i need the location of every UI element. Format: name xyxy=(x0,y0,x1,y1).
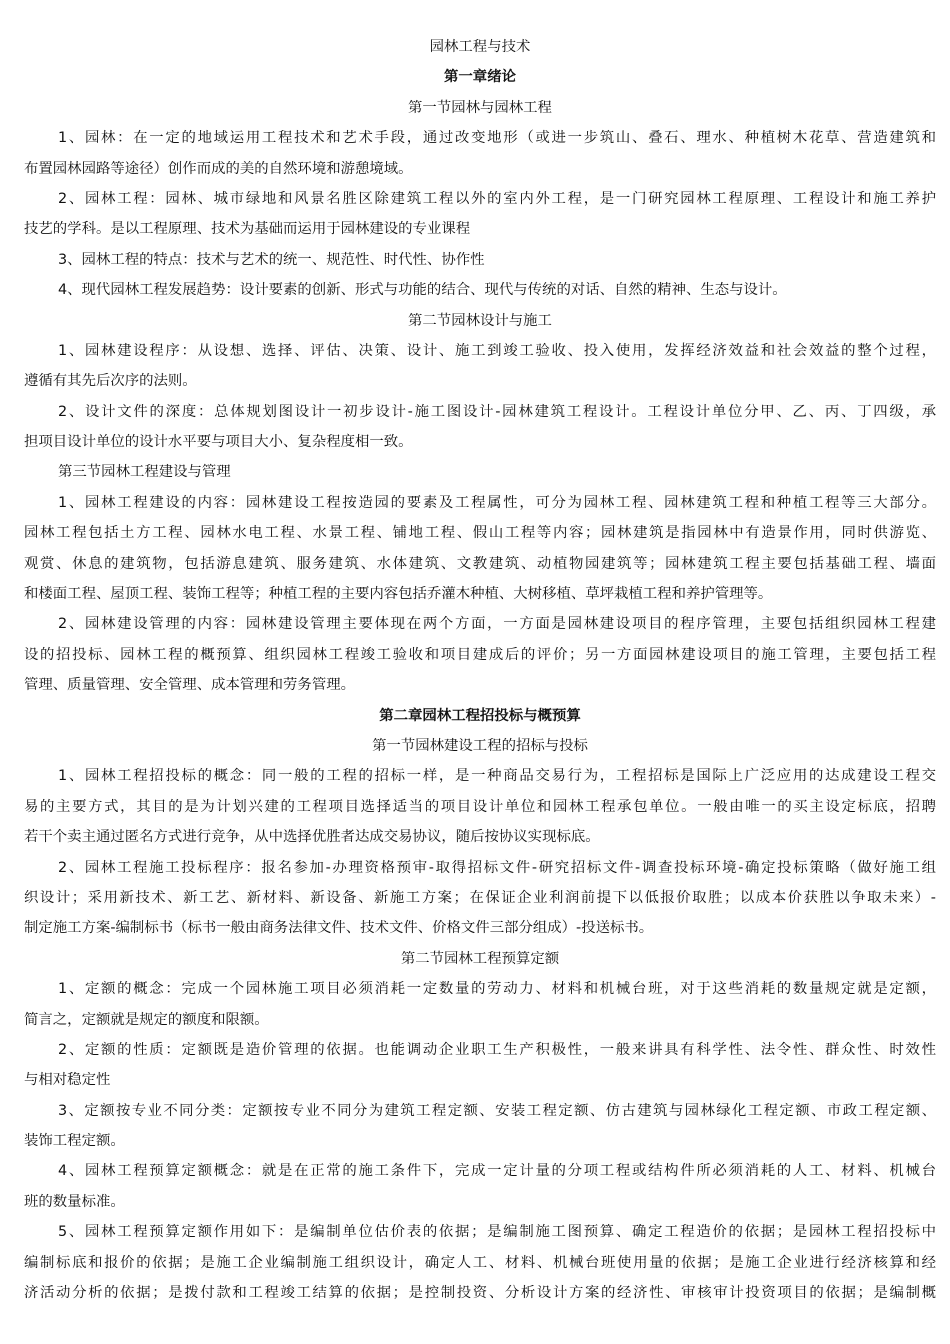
paragraph-line: 2、设计文件的深度：总体规划图设计一初步设计-施工图设计-园林建筑工程设计。工程设计单位分甲、乙、丙、丁四级，承 xyxy=(58,403,936,420)
paragraph-line: 若干个卖主通过匿名方式进行竞争，从中选择优胜者达成交易协议，随后按协议实现标底。 xyxy=(24,829,600,846)
section-1-1-heading: 第一节园林与园林工程 xyxy=(408,99,552,116)
paragraph-line: 遵循有其先后次序的法则。 xyxy=(24,373,197,390)
paragraph-line: 1、园林建设程序：从设想、选择、评估、决策、设计、施工到竣工验收、投入使用，发挥经济效益和社会效益的整个过程， xyxy=(58,342,936,359)
paragraph-line: 1、园林：在一定的地域运用工程技术和艺术手段，通过改变地形（或进一步筑山、叠石、理水、种植树木花草、营造建筑和 xyxy=(58,130,936,147)
paragraph-line: 制定施工方案-编制标书（标书一般由商务法律文件、技术文件、价格文件三部分组成）-投送标书。 xyxy=(24,920,654,937)
paragraph-line: 织设计；采用新技术、新工艺、新材料、新设备、新施工方案；在保证企业利润前提下以低报价取胜；以成本价获胜以争取未来）- xyxy=(24,889,936,906)
chapter-1-heading: 第一章绪论 xyxy=(444,69,516,86)
paragraph-line: 3、定额按专业不同分类：定额按专业不同分为建筑工程定额、安装工程定额、仿古建筑与园林绿化工程定额、市政工程定额、 xyxy=(58,1102,936,1119)
paragraph-line: 4、园林工程预算定额概念：就是在正常的施工条件下，完成一定计量的分项工程或结构件所必须消耗的人工、材料、机械台 xyxy=(58,1163,936,1180)
paragraph-line: 设的招投标、园林工程的概预算、组织园林工程竣工验收和项目建成后的评价；另一方面园林建设项目的施工管理，主要包括工程 xyxy=(24,646,936,663)
paragraph-line: 易的主要方式，其目的是为计划兴建的工程项目选择适当的项目设计单位和园林工程承包单位。一般由唯一的买主设定标底，招聘 xyxy=(24,798,936,815)
paragraph-line: 1、园林工程建设的内容：园林建设工程按造园的要素及工程属性，可分为园林工程、园林建筑工程和种植工程等三大部分。 xyxy=(58,494,936,511)
section-1-2-heading: 第二节园林设计与施工 xyxy=(408,312,552,329)
document-title: 园林工程与技术 xyxy=(429,39,531,55)
document-page xyxy=(24,32,936,1308)
paragraph-line: 2、定额的性质：定额既是造价管理的依据。也能调动企业职工生产积极性，一般来讲具有科学性、法令性、群众性、时效性 xyxy=(58,1041,936,1058)
paragraph-line: 担项目设计单位的设计水平要与项目大小、复杂程度相一致。 xyxy=(24,434,413,451)
paragraph-line: 简言之，定额就是规定的额度和限额。 xyxy=(24,1011,269,1028)
paragraph-line: 济活动分析的依据；是拨付款和工程竣工结算的依据；是控制投资、分析设计方案的经济性、审核审计投资项目的依据；是编制概 xyxy=(24,1285,936,1302)
section-2-1-heading: 第一节园林建设工程的招标与投标 xyxy=(372,737,588,754)
paragraph-line: 技艺的学科。是以工程原理、技术为基础而运用于园林建设的专业课程 xyxy=(24,221,471,238)
paragraph-line: 布置园林园路等途径）创作而成的美的自然环境和游憩境域。 xyxy=(24,160,413,177)
paragraph-line: 2、园林工程：园林、城市绿地和风景名胜区除建筑工程以外的室内外工程，是一门研究园林工程原理、工程设计和施工养护 xyxy=(58,190,936,207)
paragraph-line: 装饰工程定额。 xyxy=(24,1133,125,1150)
paragraph-line: 园林工程包括土方工程、园林水电工程、水景工程、铺地工程、假山工程等内容；园林建筑是指园林中有造景作用，同时供游览、 xyxy=(24,525,936,542)
section-2-2-heading: 第二节园林工程预算定额 xyxy=(400,950,560,967)
paragraph-line: 5、园林工程预算定额作用如下：是编制单位估价表的依据；是编制施工图预算、确定工程造价的依据；是园林工程招投标中 xyxy=(58,1224,936,1241)
paragraph-line: 1、园林工程招投标的概念：同一般的工程的招标一样，是一种商品交易行为，工程招标是国际上广泛应用的达成建设工程交 xyxy=(58,768,936,785)
paragraph-line: 观赏、休息的建筑物，包括游息建筑、服务建筑、水体建筑、文教建筑、动植物园建筑等；园林建筑工程主要包括基础工程、墙面 xyxy=(24,555,936,572)
paragraph-line: 3、园林工程的特点：技术与艺术的统一、规范性、时代性、协作性 xyxy=(58,251,485,268)
section-1-3-heading: 第三节园林工程建设与管理 xyxy=(58,464,231,481)
chapter-2-heading: 第二章园林工程招投标与概预算 xyxy=(379,707,581,724)
paragraph-line: 与相对稳定性 xyxy=(24,1072,111,1089)
paragraph-line: 2、园林工程施工投标程序：报名参加-办理资格预审-取得招标文件-研究招标文件-调查投标环境-确定投标策略（做好施工组 xyxy=(58,859,936,876)
paragraph-line: 4、现代园林工程发展趋势：设计要素的创新、形式与功能的结合、现代与传统的对话、自然的精神、生态与设计。 xyxy=(58,282,787,299)
paragraph-line: 2、园林建设管理的内容：园林建设管理主要体现在两个方面，一方面是园林建设项目的程序管理，主要包括组织园林工程建 xyxy=(58,616,936,633)
paragraph-line: 管理、质量管理、安全管理、成本管理和劳务管理。 xyxy=(24,677,355,694)
paragraph-line: 班的数量标准。 xyxy=(24,1193,125,1210)
paragraph-line: 编制标底和报价的依据；是施工企业编制施工组织设计，确定人工、材料、机械台班使用量的依据；是施工企业进行经济核算和经 xyxy=(24,1254,936,1271)
paragraph-line: 和楼面工程、屋顶工程、装饰工程等；种植工程的主要内容包括乔灌木种植、大树移植、草坪栽植工程和养护管理等。 xyxy=(24,586,773,603)
paragraph-line: 1、定额的概念：完成一个园林施工项目必须消耗一定数量的劳动力、材料和机械台班，对于这些消耗的数量规定就是定额， xyxy=(58,981,936,998)
